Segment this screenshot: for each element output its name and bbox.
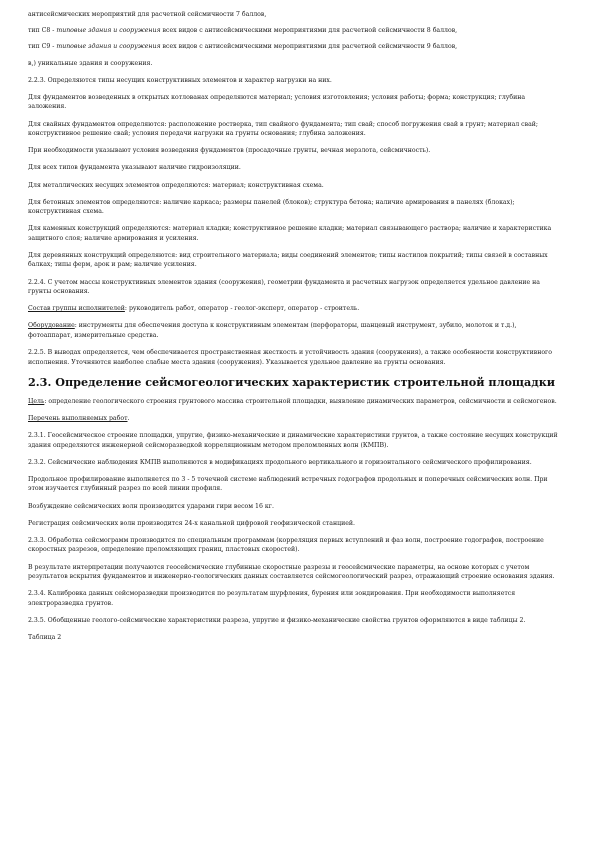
paragraph: Продольное профилирование выполняется по 3 - 5 точечной системе наблюдений встречных годографов продольных и поперечных сейсмических волн. При этом изучается глубинный разрез по всей линии профиля.: [28, 475, 548, 493]
paragraph: [28, 304, 560, 313]
text: : руководитель работ, оператор - геолог-эксперт, оператор - строитель.: [124, 305, 360, 313]
paragraph: 2.2.3. Определяются типы несущих конструктивных элементов и характер нагрузки на них.: [28, 76, 332, 84]
paragraph: [28, 414, 560, 423]
paragraph: В результате интерпретации получаются геосейсмические глубинные скоростные разрезы и геосейсмические параметры, на основе которых с учетом результатов вскрытия фундаментов и инженерно-геологических данных составляется сейсмогеологический разрез, отражающий строение основания здания.: [28, 563, 555, 580]
text: всех видов с антисейсмическими мероприятиями для расчетной сейсмичности 8 баллов,: [160, 27, 458, 35]
paragraph: Возбуждение сейсмических волн производится ударами гири весом 16 кг.: [28, 502, 274, 510]
underlined-label: Оборудование: [28, 322, 75, 330]
italic-text: - типовые здания и сооружения: [50, 27, 161, 35]
paragraph: [28, 42, 560, 51]
paragraph: Для каменных конструкций определяются: материал кладки; конструктивное решение кладки; материал связывающего раствора; наличие и характеристика защитного слоя; наличие армирования и усиления.: [28, 225, 552, 242]
paragraph: антисейсмических мероприятий для расчетной сейсмичности 7 баллов,: [28, 11, 267, 18]
paragraph: 2.3.2. Сейсмические наблюдения КМПВ выполняются в модификациях продольного вертикального и горизонтального сейсмического профилирования.: [28, 458, 532, 466]
paragraph: Для бетонных элементов определяются: наличие каркаса; размеры панелей (блоков); структура бетона; наличие армирования в панелях (блоках); конструктивная схема.: [28, 198, 515, 216]
paragraph: 2.3.3. Обработка сейсмограмм производится по специальным программам (корреляция первых вступлений и фаз волн, построение годографов, построение скоростных разрезов, определение преломляющих границ, пластовых скоростей).: [28, 536, 544, 554]
paragraph: 2.3.5. Обобщенные геолого-сейсмические характеристики разреза, упругие и физико-механические свойства грунтов оформляются в виде таблицы 2.: [28, 616, 526, 624]
paragraph: Для свайных фундаментов определяются: расположение ростверка, тип свайного фундамента; тип свай; способ погружения свай в грунт; материал свай; конструктивное решение свай; условия передачи нагрузки на грунты основания; глубина заложения.: [28, 120, 539, 138]
paragraph: При необходимости указывают условия возведения фундаментов (просадочные грунты, вечная мерзлота, сейсмичность).: [28, 147, 431, 155]
text: .: [127, 414, 130, 422]
paragraph: Для деревянных конструкций определяются: вид строительного материала; виды соединений элементов; типы настилов покрытий; типы связей в составных балках; типы ферм, арок и рам; наличие усиления.: [28, 252, 548, 269]
underlined-label: Состав группы исполнителей: [28, 305, 125, 313]
paragraph: 2.3.4. Калибровка данных сейсморазведки производится по результатам шурфления, бурения или зондирования. При необходимости выполняется электроразведка грунтов.: [28, 590, 516, 607]
underlined-label: Перечень выполняемых работ: [28, 414, 128, 422]
paragraph: [28, 321, 560, 340]
paragraph: Для всех типов фундамента указывают наличие гидроизоляции.: [28, 164, 241, 172]
paragraph: Регистрация сейсмических волн производится 24-х канальной цифровой геофизической станцией.: [28, 519, 355, 527]
italic-text: - типовые здания и сооружения: [50, 43, 161, 51]
paragraph: [28, 397, 560, 406]
type-code: тип С8: [28, 27, 51, 35]
type-code: тип С9: [28, 43, 51, 51]
paragraph: в,) уникальные здания и сооружения.: [28, 59, 153, 67]
table-caption: Таблица 2: [28, 633, 62, 641]
text: всех видов с антисейсмическими мероприятиями для расчетной сейсмичности 9 баллов,: [160, 43, 458, 51]
paragraph: [28, 26, 560, 35]
text: : определение геологического строения грунтового массива строительной площадки, выявление динамических параметров, сейсмичности и сейсмогенов.: [44, 397, 557, 405]
document-page: [28, 10, 560, 650]
paragraph: Для фундаментов возведенных в открытых котлованах определяются материал; условия изготовления; условия работы; форма; конструкция; глубина заложения.: [28, 94, 526, 111]
section-heading: 2.3. Определение сейсмогеологических характеристик строительной площадки: [28, 374, 556, 389]
paragraph: 2.2.4. С учетом массы конструктивных элементов здания (сооружения), геометрии фундамента и расчетных нагрузок определяется удельное давление на грунты основания.: [28, 278, 540, 296]
paragraph: Для металлических несущих элементов определяются: материал; конструктивная схема.: [28, 181, 324, 189]
paragraph: 2.2.5. В выводах определяется, чем обеспечивается пространственная жесткость и устойчивость здания (сооружения), а также особенности конструктивного исполнения. Уточняются наиболее слабые места здания (сооружения). Указывается удельное давление на грунты основания.: [28, 349, 553, 366]
paragraph: 2.3.1. Геосейсмическое строение площадки, упругие, физико-механические и динамические характеристики грунтов, а также состояние несущих конструкций здания определяются инженерной сейсморазведкой корреляционным методом преломленных волн (КМПВ).: [28, 432, 558, 449]
text: : инструменты для обеспечения доступа к конструктивным элементам (перфораторы, шанцевый инструмент, зубило, молоток и т.д.), фотоаппарат, измерительные средства.: [28, 322, 517, 339]
underlined-label: Цель: [28, 397, 45, 405]
